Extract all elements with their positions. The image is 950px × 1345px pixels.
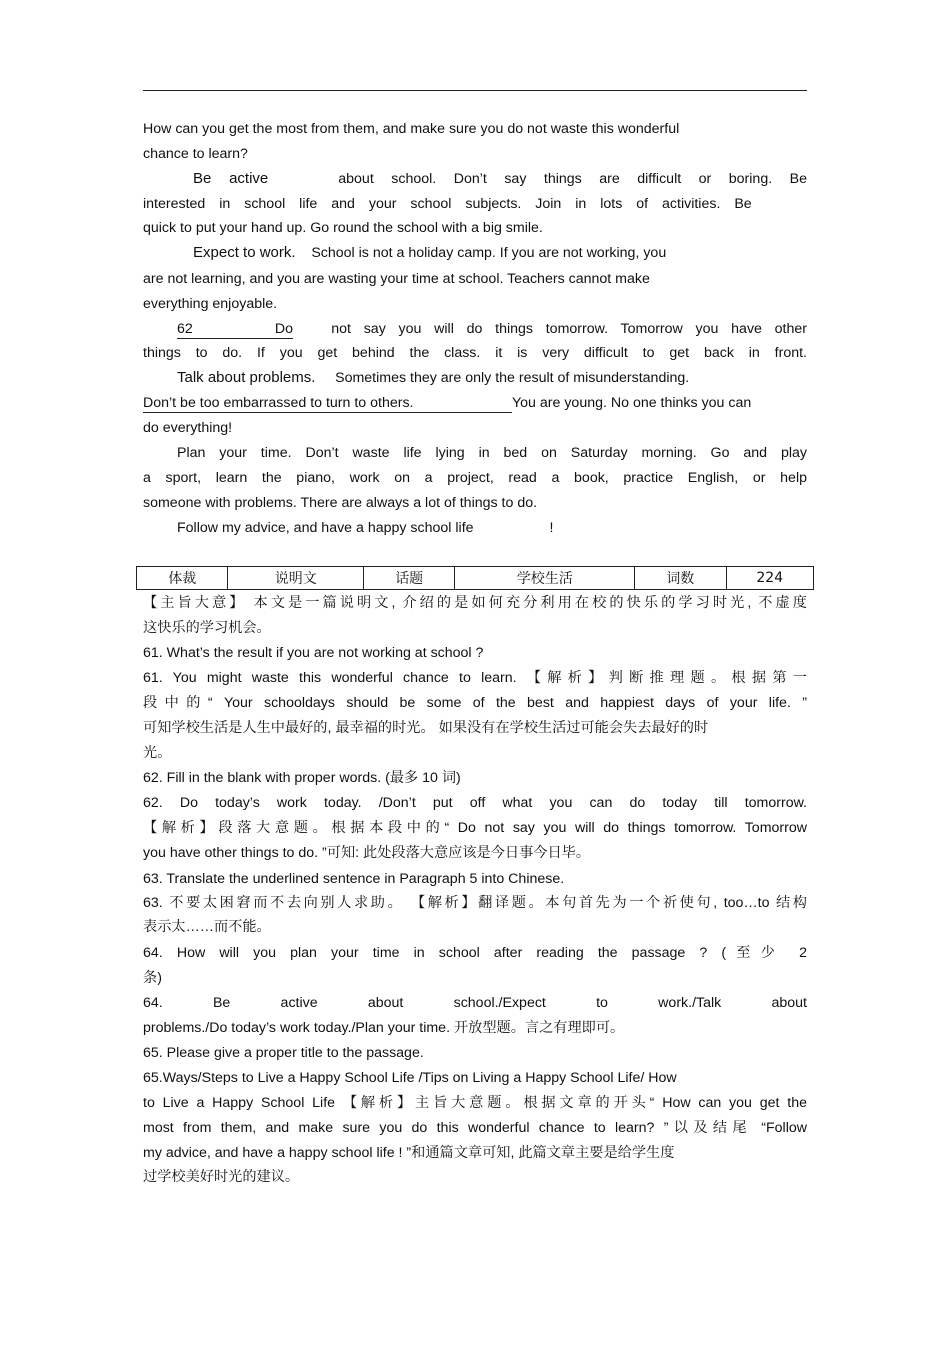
- info-table: [136, 566, 814, 590]
- answer-63: 表示太……而不能。: [143, 919, 271, 935]
- answer-65: 过学校美好时光的建议。: [143, 1169, 300, 1185]
- paragraph-end: !: [549, 520, 554, 536]
- passage-line: do everything!: [143, 420, 233, 436]
- paragraph-text: Sometimes they are only the result of misunderstanding.: [335, 370, 690, 386]
- paragraph-lead: Be active: [193, 170, 269, 187]
- answer-61: 61. You might waste this wonderful chance to learn. 【解析】判断推理题。根据第一: [143, 670, 807, 686]
- passage-line: interested in school life and your school subjects. Join in lots of activities. Be: [143, 196, 752, 212]
- question-61: 61. What’s the result if you are not working at school ?: [143, 645, 484, 661]
- summary-line: 【主旨大意】 本文是一篇说明文, 介绍的是如何充分利用在校的快乐的学习时光, 不虚度: [143, 595, 807, 611]
- table-cell: 话题: [363, 567, 454, 590]
- question-62: 62. Fill in the blank with proper words. (最多 10 词): [143, 770, 461, 786]
- answer-65: most from them, and make sure you do this wonderful chance to learn? ”以及结尾 “Follow: [143, 1120, 807, 1136]
- table-cell: 学校生活: [455, 567, 635, 590]
- answer-64: problems./Do today’s work today./Plan your time. 开放型题。言之有理即可。: [143, 1020, 625, 1036]
- paragraph-active: [193, 170, 807, 188]
- header-rule: [143, 90, 807, 91]
- paragraph-lead: Talk about problems.: [177, 369, 316, 386]
- paragraph-text: Follow my advice, and have a happy school life: [177, 520, 474, 536]
- passage-line: are not learning, and you are wasting your time at school. Teachers cannot make: [143, 271, 650, 287]
- paragraph-work: [193, 244, 807, 262]
- passage-line: things to do. If you get behind the class. it is very difficult to get back in front.: [143, 345, 807, 361]
- answer-61: 光。: [143, 745, 172, 761]
- paragraph-text: You are young. No one thinks you can: [512, 395, 752, 411]
- underlined-sentence: Don’t be too embarrassed to turn to others.: [143, 394, 512, 413]
- paragraph-plan: Plan your time. Don’t waste life lying in bed on Saturday morning. Go and play: [177, 445, 807, 461]
- passage-line: chance to learn?: [143, 146, 248, 162]
- blank-62: 62 Do: [177, 321, 293, 337]
- paragraph-lead: Expect to work.: [193, 244, 296, 261]
- table-cell: 224: [726, 567, 813, 590]
- paragraph-text: not say you will do things tomorrow. Tomorrow you have other: [331, 321, 808, 337]
- answer-65: to Live a Happy School Life 【解析】主旨大意题。根据文章的开头“ How can you get the: [143, 1095, 807, 1111]
- answer-62: 62. Do today’s work today. /Don’t put off what you can do today till tomorrow.: [143, 795, 807, 811]
- paragraph-text: School is not a holiday camp. If you are not working, you: [311, 245, 667, 261]
- paragraph-text: about school. Don’t say things are difficult or boring. Be: [338, 171, 807, 187]
- passage-line: [143, 394, 807, 413]
- answer-63: 63. 不要太困窘而不去向别人求助。 【解析】翻译题。本句首先为一个祈使句, too…to 结构: [143, 895, 807, 911]
- passage-line: How can you get the most from them, and make sure you do not waste this wonderful: [143, 121, 680, 137]
- answer-61: 段中的“ Your schooldays should be some of the best and happiest days of your life. ”: [143, 695, 807, 711]
- table-cell: 词数: [635, 567, 726, 590]
- answer-61: 可知学校生活是人生中最好的, 最幸福的时光。 如果没有在学校生活过可能会失去最好的时: [143, 720, 709, 736]
- passage-line: a sport, learn the piano, work on a project, read a book, practice English, or help: [143, 470, 807, 486]
- question-65: 65. Please give a proper title to the passage.: [143, 1045, 424, 1061]
- passage-line: someone with problems. There are always a lot of things to do.: [143, 495, 538, 511]
- answer-65: my advice, and have a happy school life ! ”和通篇文章可知, 此篇文章主要是给学生度: [143, 1145, 675, 1161]
- table-cell: 体裁: [137, 567, 228, 590]
- passage-line: everything enjoyable.: [143, 296, 278, 312]
- paragraph-blank: [177, 320, 807, 339]
- passage-line: quick to put your hand up. Go round the school with a big smile.: [143, 220, 543, 236]
- summary-line: 这快乐的学习机会。: [143, 620, 271, 636]
- question-64: 条): [143, 970, 162, 986]
- table-cell: 说明文: [228, 567, 364, 590]
- table-row: [137, 567, 814, 590]
- answer-64: 64. Be active about school./Expect to work./Talk about: [143, 995, 807, 1011]
- question-64: 64. How will you plan your time in school after reading the passage ? (至少 2: [143, 945, 807, 961]
- answer-62: 【解析】段落大意题。根据本段中的“ Do not say you will do things tomorrow. Tomorrow: [143, 820, 807, 836]
- answer-62: you have other things to do. ”可知: 此处段落大意应该是今日事今日毕。: [143, 845, 591, 861]
- paragraph-problems: [177, 369, 807, 387]
- question-63: 63. Translate the underlined sentence in Paragraph 5 into Chinese.: [143, 871, 565, 887]
- answer-65: 65.Ways/Steps to Live a Happy School Life /Tips on Living a Happy School Life/ How: [143, 1070, 677, 1086]
- paragraph-advice: [177, 519, 807, 537]
